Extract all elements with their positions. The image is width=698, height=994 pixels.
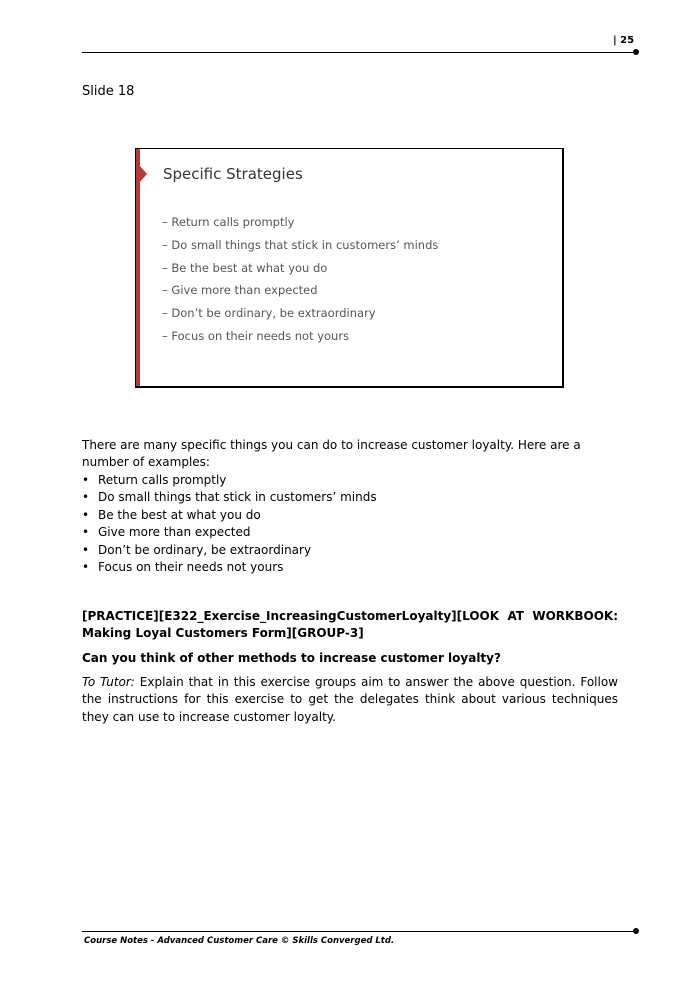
bullet-text: Return calls promptly <box>98 473 227 487</box>
slide-list <box>162 213 438 350</box>
bullet-icon: • <box>82 559 90 574</box>
bullet-text: Give more than expected <box>98 525 251 540</box>
bullet-icon: • <box>82 490 90 505</box>
bullet-item <box>82 489 618 506</box>
bullet-text: Do small things that stick in customers’ minds <box>98 490 377 505</box>
bullet-item <box>82 507 618 524</box>
slide-list-item: – Give more than expected <box>162 283 318 298</box>
tutor-text: Explain that in this exercise groups aim to answer the above question. Follow the instructions for this exercise to get the delegates think about various techniques they can use to increase customer loyalty. <box>82 675 618 724</box>
tutor-label: To Tutor: <box>82 675 135 689</box>
slide-thumbnail <box>135 148 564 388</box>
slide-title: Specific Strategies <box>163 165 303 183</box>
footer-text: Course Notes - Advanced Customer Care © Skills Converged Ltd. <box>84 936 395 946</box>
header-rule <box>82 52 635 53</box>
header-rule-dot <box>633 49 639 55</box>
bullet-icon: • <box>82 507 90 522</box>
slide-list-item: – Focus on their needs not yours <box>162 328 350 343</box>
slide-label: Slide 18 <box>82 84 135 99</box>
question-heading: Can you think of other methods to increase customer loyalty? <box>82 651 501 665</box>
bullet-item <box>82 559 618 576</box>
bullet-item <box>82 524 618 541</box>
slide-list-item: – Be the best at what you do <box>162 260 328 275</box>
bullet-list <box>82 472 618 576</box>
slide-accent-bar <box>136 149 140 386</box>
bullet-item <box>82 472 618 489</box>
footer-rule <box>82 931 635 932</box>
tutor-note <box>82 674 618 726</box>
bullet-text: Focus on their needs not yours <box>98 559 284 574</box>
practice-reference: [PRACTICE][E322_Exercise_IncreasingCustomerLoyalty][LOOK AT WORKBOOK: Making Loyal Customers Form][GROUP-3] <box>82 609 618 641</box>
bullet-icon: • <box>82 525 90 540</box>
slide-list-item: – Do small things that stick in customers’ minds <box>162 237 439 252</box>
page-number: | 25 <box>613 35 635 46</box>
footer-rule-dot <box>633 928 639 934</box>
slide-list-item: – Don’t be ordinary, be extraordinary <box>162 306 376 321</box>
bullet-text: Don’t be ordinary, be extraordinary <box>98 542 312 557</box>
intro-paragraph: There are many specific things you can do to increase customer loyalty. Here are a number of examples: <box>82 438 581 470</box>
bullet-icon: • <box>82 473 90 487</box>
bullet-icon: • <box>82 542 90 557</box>
slide-arrow-icon <box>140 166 147 182</box>
bullet-text: Be the best at what you do <box>98 507 261 522</box>
bullet-item <box>82 542 618 559</box>
slide-list-item: – Return calls promptly <box>162 215 295 229</box>
